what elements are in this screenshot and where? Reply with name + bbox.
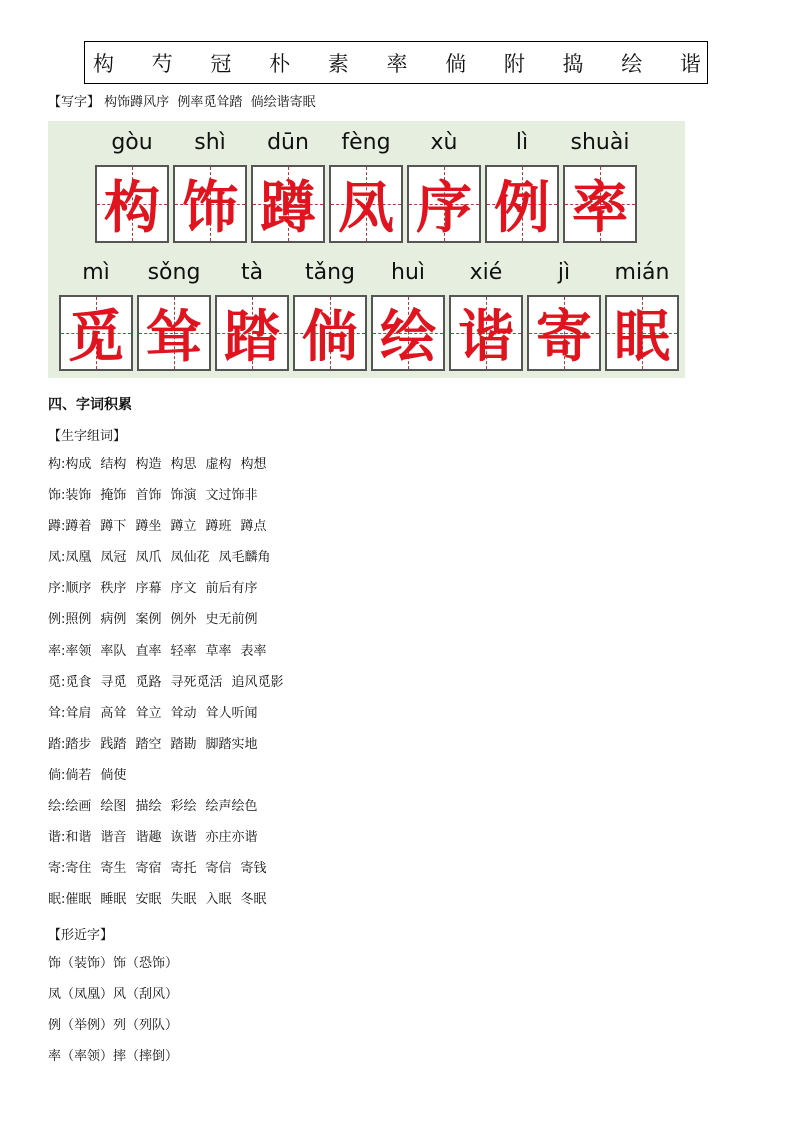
pinyin: tǎng <box>304 260 355 285</box>
pinyin: mì <box>82 260 110 285</box>
vocab-head: 寄 <box>48 861 62 877</box>
similar-row: 饰（装饰）饰（恐饰） <box>48 956 179 971</box>
vocab-head: 凤 <box>48 550 62 566</box>
character-cell <box>485 121 559 243</box>
vocab-word: 蹲着 <box>65 519 92 535</box>
top-char: 捣 <box>562 51 584 76</box>
vocab-word: 构成 <box>65 457 92 472</box>
vocab-row: 谐:和谐 谐音 谐趣 诙谐 亦庄亦谐 <box>48 830 258 846</box>
tian-grid-box <box>59 295 133 371</box>
vocab-word: 率领 <box>65 643 92 659</box>
vocab-word: 蹲立 <box>170 519 197 535</box>
character: 蹲 <box>260 175 316 241</box>
pinyin: jì <box>557 260 571 285</box>
pinyin: fèng <box>341 130 391 155</box>
top-char: 芍 <box>151 51 173 76</box>
tian-grid-box <box>449 295 523 371</box>
vocab-word: 凤毛麟角 <box>218 550 271 566</box>
vocab-head: 率 <box>48 643 62 659</box>
pinyin: xié <box>469 260 503 285</box>
vocab-word: 首饰 <box>135 488 162 504</box>
vocab-head: 例 <box>48 612 62 628</box>
vocab-row: 凤:凤凰 凤冠 凤爪 凤仙花 凤毛麟角 <box>48 550 271 566</box>
vocab-word: 冬眠 <box>240 892 267 908</box>
vocab-word: 失眠 <box>170 892 197 908</box>
vocab-word: 谐音 <box>100 830 127 846</box>
top-char: 附 <box>503 51 525 76</box>
tian-grid-box <box>251 165 325 243</box>
panel-row-2 <box>59 251 679 371</box>
character-cell <box>173 121 247 243</box>
pinyin: xù <box>430 130 458 155</box>
character-cell <box>371 251 445 371</box>
vocab-row: 踏:踏步 践踏 踏空 踏勘 脚踏实地 <box>48 736 258 752</box>
similar-title: 【形近字】 <box>48 928 114 943</box>
vocab-row: 例:照例 病例 案例 例外 史无前例 <box>48 612 258 628</box>
character-cell <box>329 121 403 243</box>
vocab-head: 倘 <box>48 767 62 783</box>
character-cell <box>59 251 133 371</box>
top-char: 素 <box>327 51 349 76</box>
vocab-word: 寻觅 <box>100 674 127 690</box>
vocab-word: 寻死觅活 <box>170 674 223 690</box>
vocab-word: 史无前例 <box>205 612 258 628</box>
pinyin: huì <box>391 260 425 285</box>
vocab-word: 直率 <box>135 643 162 659</box>
top-char: 率 <box>386 51 408 76</box>
vocab-word: 入眠 <box>205 892 232 908</box>
vocab-word: 寄住 <box>65 861 92 877</box>
vocab-word: 蹲班 <box>205 519 232 535</box>
vocab-head: 踏 <box>48 736 62 752</box>
vocab-word: 诙谐 <box>170 830 197 846</box>
top-char: 朴 <box>269 51 291 76</box>
vocab-word: 催眠 <box>65 892 92 908</box>
character: 眠 <box>614 304 670 370</box>
vocab-word: 踏空 <box>135 736 162 752</box>
vocab-head: 耸 <box>48 705 62 721</box>
vocab-word: 率队 <box>100 643 127 659</box>
pinyin: mián <box>614 260 670 285</box>
similar-row: 凤（凤凰）风（刮风） <box>48 987 179 1003</box>
tian-grid-box <box>215 295 289 371</box>
vocab-word: 描绘 <box>135 799 162 815</box>
vocab-row: 耸:耸肩 高耸 耸立 耸动 耸人听闻 <box>48 705 258 721</box>
vocab-word: 寄钱 <box>240 861 267 877</box>
tian-grid-box <box>371 295 445 371</box>
pinyin: sǒng <box>147 260 201 285</box>
vocab-word: 睡眠 <box>100 892 127 908</box>
vocab-word: 绘声绘色 <box>205 799 258 815</box>
vocab-word: 构想 <box>240 457 267 472</box>
tian-grid-box <box>407 165 481 243</box>
vocab-row: 饰:装饰 掩饰 首饰 饰演 文过饰非 <box>48 488 258 504</box>
section-title: 四、字词积累 <box>48 397 132 413</box>
vocab-head: 构 <box>48 457 62 472</box>
vocab-word: 安眠 <box>135 892 162 908</box>
tian-grid-box <box>137 295 211 371</box>
vocab-head: 蹲 <box>48 519 62 535</box>
top-character-box <box>84 41 708 84</box>
vocab-word: 蹲坐 <box>135 519 162 535</box>
vocab-word: 蹲点 <box>240 519 267 535</box>
vocab-word: 凤爪 <box>135 550 162 566</box>
vocab-word: 装饰 <box>65 488 92 504</box>
vocab-word: 寄托 <box>170 861 197 877</box>
similar-row: 率（率领）摔（摔倒） <box>48 1049 179 1065</box>
vocab-word: 耸立 <box>135 705 162 721</box>
tian-grid-box <box>605 295 679 371</box>
vocab-word: 前后有序 <box>205 581 258 597</box>
character-cell <box>605 251 679 371</box>
similar-list <box>48 948 178 1072</box>
vocab-word: 寄宿 <box>135 861 162 877</box>
character-cell <box>293 251 367 371</box>
tian-grid-box <box>563 165 637 243</box>
character: 耸 <box>146 304 202 370</box>
vocab-row: 率:率领 率队 直率 轻率 草率 表率 <box>48 643 267 659</box>
tian-grid-box <box>173 165 247 243</box>
vocab-word: 谐趣 <box>135 830 162 846</box>
vocab-head: 谐 <box>48 830 62 846</box>
character-cell <box>137 251 211 371</box>
writing-line <box>48 91 316 110</box>
vocab-word: 绘图 <box>100 799 127 815</box>
vocab-row: 构:构成 结构 构造 构思 虚构 构想 <box>48 457 267 472</box>
vocab-head: 序 <box>48 581 62 597</box>
character-cell <box>449 251 523 371</box>
vocab-row: 序:顺序 秩序 序幕 序文 前后有序 <box>48 581 258 597</box>
vocab-word: 轻率 <box>170 643 197 659</box>
vocab-word: 追风觅影 <box>231 674 284 690</box>
character: 谐 <box>458 304 514 370</box>
vocab-word: 秩序 <box>100 581 127 597</box>
vocab-list <box>48 449 292 915</box>
vocab-word: 凤冠 <box>100 550 127 566</box>
similar-row: 例（举例）列（列队） <box>48 1018 179 1034</box>
vocab-word: 倘若 <box>65 767 92 783</box>
vocab-word: 结构 <box>100 457 127 472</box>
vocab-word: 绘画 <box>65 799 92 815</box>
vocab-head: 觅 <box>48 674 62 690</box>
top-char: 谐 <box>679 51 701 76</box>
character: 绘 <box>380 304 436 370</box>
vocab-word: 饰演 <box>170 488 197 504</box>
character-cell <box>95 121 169 243</box>
vocab-word: 踏勘 <box>170 736 197 752</box>
character-cell <box>407 121 481 243</box>
vocab-word: 顺序 <box>65 581 92 597</box>
writing-text: 构饰蹲风序 例率觅耸踏 倘绘谐寄眠 <box>100 95 316 110</box>
tian-grid-box <box>95 165 169 243</box>
writing-label: 【写字】 <box>48 95 101 110</box>
vocab-word: 构思 <box>170 457 197 472</box>
vocab-word: 掩饰 <box>100 488 127 504</box>
vocab-word: 照例 <box>65 612 92 628</box>
vocab-word: 例外 <box>170 612 197 628</box>
character: 构 <box>104 175 160 241</box>
vocab-word: 寄信 <box>205 861 232 877</box>
tian-grid-box <box>293 295 367 371</box>
pinyin: tà <box>240 260 264 285</box>
tian-grid-box <box>527 295 601 371</box>
vocab-word: 病例 <box>100 612 127 628</box>
tian-grid-box <box>485 165 559 243</box>
vocab-row: 寄:寄住 寄生 寄宿 寄托 寄信 寄钱 <box>48 861 267 877</box>
vocab-row: 绘:绘画 绘图 描绘 彩绘 绘声绘色 <box>48 799 258 815</box>
pinyin: gòu <box>111 130 153 155</box>
character: 寄 <box>536 304 592 370</box>
vocab-word: 高耸 <box>100 705 127 721</box>
vocab-row: 蹲:蹲着 蹲下 蹲坐 蹲立 蹲班 蹲点 <box>48 519 267 535</box>
vocab-word: 序文 <box>170 581 197 597</box>
vocab-row: 眠:催眠 睡眠 安眠 失眠 入眠 冬眠 <box>48 892 267 908</box>
vocab-word: 耸人听闻 <box>205 705 258 721</box>
character-cell <box>563 121 637 243</box>
top-char: 倘 <box>445 51 467 76</box>
vocab-head: 绘 <box>48 799 62 815</box>
vocab-word: 凤凰 <box>65 550 92 566</box>
vocab-word: 构造 <box>135 457 162 472</box>
vocab-word: 序幕 <box>135 581 162 597</box>
vocab-word: 案例 <box>135 612 162 628</box>
vocab-word: 文过饰非 <box>205 488 258 504</box>
vocab-word: 践踏 <box>100 736 127 752</box>
vocab-word: 脚踏实地 <box>205 736 258 752</box>
panel-row-1 <box>95 121 637 243</box>
top-char: 绘 <box>621 51 643 76</box>
vocab-word: 表率 <box>240 643 267 659</box>
top-char: 构 <box>93 51 114 76</box>
vocab-title: 【生字组词】 <box>48 429 127 444</box>
vocab-word: 亦庄亦谐 <box>205 830 258 846</box>
vocab-word: 寄生 <box>100 861 127 877</box>
pinyin: lì <box>515 130 529 155</box>
vocab-word: 觅路 <box>135 674 162 690</box>
vocab-word: 倘使 <box>100 767 127 783</box>
pinyin: shuài <box>570 130 630 155</box>
top-char: 冠 <box>210 51 232 76</box>
character: 饰 <box>182 175 238 241</box>
pinyin: shì <box>194 130 226 155</box>
character: 觅 <box>68 304 124 370</box>
vocab-word: 虚构 <box>205 457 232 472</box>
vocab-word: 耸动 <box>170 705 197 721</box>
vocab-word: 觅食 <box>65 674 92 690</box>
character-cell <box>215 251 289 371</box>
vocab-word: 踏步 <box>65 736 92 752</box>
tian-grid-box <box>329 165 403 243</box>
character: 例 <box>494 175 550 241</box>
vocab-row: 倘:倘若 倘使 <box>48 767 127 783</box>
vocab-word: 耸肩 <box>65 705 92 721</box>
character-cell <box>527 251 601 371</box>
vocab-word: 凤仙花 <box>170 550 210 566</box>
character-cell <box>251 121 325 243</box>
vocab-row: 觅:觅食 寻觅 觅路 寻死觅活 追风觅影 <box>48 674 284 690</box>
character: 踏 <box>224 304 280 370</box>
vocab-head: 饰 <box>48 488 62 504</box>
vocab-word: 彩绘 <box>170 799 197 815</box>
vocab-word: 草率 <box>205 643 232 659</box>
vocab-word: 蹲下 <box>100 519 127 535</box>
vocab-head: 眠 <box>48 892 62 908</box>
character: 凤 <box>338 175 394 241</box>
character: 序 <box>416 175 472 241</box>
character: 率 <box>572 175 628 241</box>
pinyin: dūn <box>267 130 309 155</box>
character-panel <box>48 121 685 378</box>
vocab-word: 和谐 <box>65 830 92 846</box>
character: 倘 <box>302 304 358 370</box>
